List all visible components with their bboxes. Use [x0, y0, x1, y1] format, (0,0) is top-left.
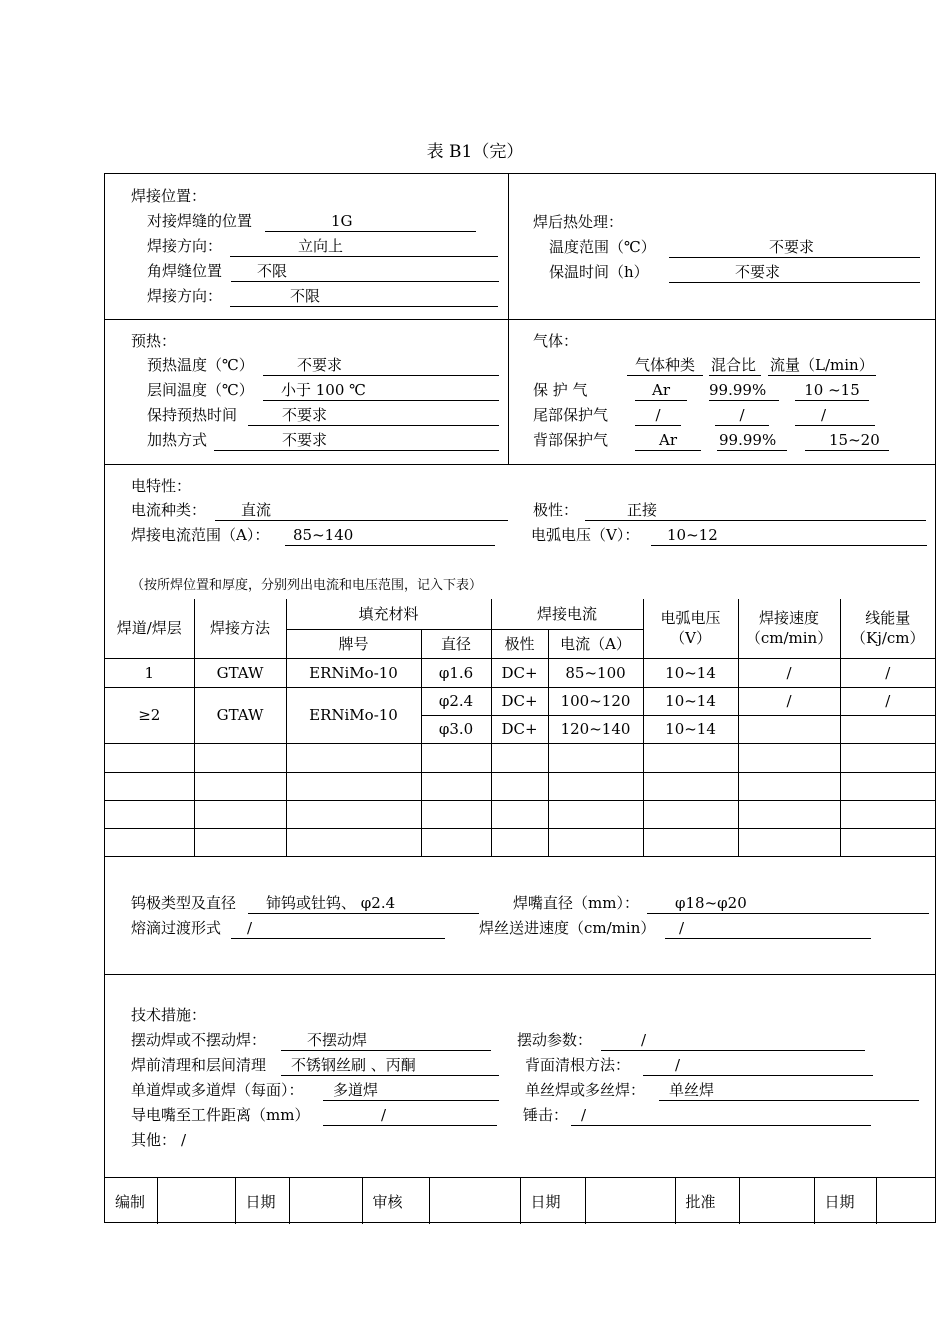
weave-field: 不摆动焊 [281, 1030, 491, 1051]
cell-diameter: φ3.0 [421, 715, 491, 743]
cell-grade: ERNiMo-10 [286, 658, 421, 687]
divider [105, 319, 935, 320]
cell-speed: / [738, 687, 840, 715]
cell-method: GTAW [194, 687, 286, 743]
cleaning-label: 焊前清理和层间清理 [131, 1056, 267, 1074]
header-amperage: 电流（A） [548, 629, 643, 658]
cleaning-field: 不锈钢丝刷 、丙酮 [281, 1055, 499, 1076]
cell-pass: 1 [105, 658, 194, 687]
tungsten-label: 钨极类型及直径 [131, 894, 237, 912]
backgouge-field: / [643, 1055, 873, 1076]
pwht-temp-field: 不要求 [669, 237, 920, 258]
cell-polarity: DC+ [491, 715, 548, 743]
weld-parameter-table [105, 599, 935, 857]
weave-label: 摆动焊或不摆动焊： [131, 1031, 267, 1049]
table-note: （按所焊位置和厚度，分别列出电流和电压范围，记入下表） [131, 578, 483, 593]
header-pass: 焊道/焊层 [105, 599, 194, 658]
cell-heat-input [840, 715, 935, 743]
direction-field: 不限 [230, 286, 498, 307]
table-header-row [105, 599, 935, 629]
cell-heat-input: / [840, 687, 935, 715]
fillet-position-label: 角焊缝位置 [147, 262, 223, 280]
preheat-heading: 预热： [131, 332, 177, 350]
cell-diameter: φ1.6 [421, 658, 491, 687]
gas-mix-header: 混合比 [709, 355, 761, 376]
fillet-position-field: 不限 [231, 261, 499, 282]
back-gas-flow: 15~20 [805, 430, 889, 451]
divider [105, 464, 935, 465]
arc-voltage-label: 电弧电压（V）： [531, 526, 640, 544]
current-range-field: 85~140 [285, 525, 495, 546]
header-current: 焊接电流 [491, 599, 643, 629]
technique-heading: 技术措施： [131, 1006, 207, 1024]
table-row [105, 658, 935, 687]
cell-amperage: 100~120 [548, 687, 643, 715]
date-field [585, 1178, 675, 1225]
signature-table [105, 1177, 935, 1224]
divider [508, 174, 509, 464]
backgouge-label: 背面清根方法： [525, 1056, 631, 1074]
back-gas-type: Ar [635, 430, 701, 451]
cell-speed: / [738, 658, 840, 687]
preheat-hold-label: 保持预热时间 [147, 406, 238, 424]
heating-method-label: 加热方式 [147, 431, 208, 449]
table-row [105, 772, 935, 800]
trail-gas-mix: / [715, 405, 769, 426]
cell-polarity: DC+ [491, 658, 548, 687]
date-field [876, 1178, 935, 1225]
table-row [105, 800, 935, 828]
arc-voltage-field: 10~12 [651, 525, 927, 546]
nozzle-label: 焊嘴直径（mm）： [513, 894, 639, 912]
multiwire-field: 单丝焊 [659, 1080, 919, 1101]
cell-voltage: 10~14 [643, 658, 738, 687]
preheat-temp-label: 预热温度（℃） [147, 356, 254, 374]
direction-label: 焊接方向： [147, 237, 223, 255]
back-gas-label: 背部保护气 [533, 431, 609, 449]
pwht-hold-field: 不要求 [669, 262, 920, 283]
cell-grade: ERNiMo-10 [286, 687, 421, 743]
pwht-temp-label: 温度范围（℃） [549, 238, 656, 256]
cell-voltage: 10~14 [643, 687, 738, 715]
butt-position-field: 1G [265, 211, 476, 232]
header-heat-input: 线能量 （Kj/cm） [840, 599, 935, 658]
cell-voltage: 10~14 [643, 715, 738, 743]
back-gas-mix: 99.99% [717, 430, 787, 451]
signature-row [105, 1178, 935, 1225]
transfer-label: 熔滴过渡形式 [131, 919, 222, 937]
electric-heading: 电特性： [131, 477, 192, 495]
date-label: 日期 [814, 1178, 876, 1225]
direction-label: 焊接方向： [147, 287, 223, 305]
wire-feed-label: 焊丝送进速度（cm/min） [479, 919, 656, 937]
cell-pass: ≥2 [105, 687, 194, 743]
header-method: 焊接方法 [194, 599, 286, 658]
date-label: 日期 [235, 1178, 289, 1225]
position-heading: 焊接位置： [131, 187, 207, 205]
interpass-temp-label: 层间温度（℃） [147, 381, 254, 399]
preheat-hold-field: 不要求 [248, 405, 499, 426]
ctwd-field: / [323, 1105, 497, 1126]
other-value: / [181, 1131, 187, 1149]
ctwd-label: 导电嘴至工件距离（mm） [131, 1106, 310, 1124]
trail-gas-label: 尾部保护气 [533, 406, 609, 424]
current-type-field: 直流 [215, 500, 508, 521]
wire-feed-field: / [665, 918, 871, 939]
reviewed-label: 审核 [362, 1178, 429, 1225]
transfer-field: / [231, 918, 445, 939]
cell-amperage: 120~140 [548, 715, 643, 743]
multipass-field: 多道焊 [323, 1080, 499, 1101]
pwht-hold-label: 保温时间（h） [549, 263, 649, 281]
interpass-temp-field: 小于 100 ℃ [263, 380, 499, 401]
shield-gas-type: Ar [635, 380, 687, 401]
cell-amperage: 85~100 [548, 658, 643, 687]
table-row [105, 743, 935, 772]
gas-type-header: 气体种类 [627, 355, 703, 376]
polarity-field: 正接 [585, 500, 926, 521]
heating-method-field: 不要求 [214, 430, 499, 451]
prepared-label: 编制 [115, 1192, 146, 1211]
header-voltage: 电弧电压 （V） [643, 599, 738, 658]
cell-heat-input: / [840, 658, 935, 687]
header-speed: 焊接速度 （cm/min） [738, 599, 840, 658]
table-row [105, 828, 935, 856]
prepared-field [157, 1178, 235, 1225]
divider [105, 974, 935, 975]
weave-param-label: 摆动参数： [517, 1031, 593, 1049]
approved-label: 批准 [675, 1178, 739, 1225]
peening-label: 锤击： [523, 1106, 569, 1124]
header-polarity: 极性 [491, 629, 548, 658]
trail-gas-type: / [635, 405, 681, 426]
tungsten-field: 铈钨或钍钨、 φ2.4 [248, 893, 479, 914]
header-grade: 牌号 [286, 629, 421, 658]
current-type-label: 电流种类： [131, 501, 207, 519]
shield-gas-mix: 99.99% [709, 380, 779, 401]
polarity-label: 极性： [533, 501, 579, 519]
page-title: 表 B1（完） [426, 142, 524, 162]
procedure-form [104, 173, 936, 1223]
cell-method: GTAW [194, 658, 286, 687]
weave-param-field: / [601, 1030, 865, 1051]
cell-polarity: DC+ [491, 687, 548, 715]
nozzle-field: φ18~φ20 [647, 893, 929, 914]
gas-flow-header: 流量（L/min） [768, 355, 876, 376]
header-diameter: 直径 [421, 629, 491, 658]
preheat-temp-field: 不要求 [263, 355, 499, 376]
other-label: 其他： [131, 1131, 177, 1149]
date-label: 日期 [520, 1178, 585, 1225]
direction-field: 立向上 [230, 236, 498, 257]
date-field [289, 1178, 362, 1225]
shield-gas-label: 保 护 气 [533, 381, 588, 399]
peening-field: / [571, 1105, 871, 1126]
reviewed-field [429, 1178, 520, 1225]
current-range-label: 焊接电流范围（A）： [131, 526, 270, 544]
cell-speed [738, 715, 840, 743]
trail-gas-flow: / [795, 405, 875, 426]
approved-field [739, 1178, 814, 1225]
table-row [105, 687, 935, 715]
multiwire-label: 单丝焊或多丝焊： [525, 1081, 646, 1099]
multipass-label: 单道焊或多道焊（每面）： [131, 1081, 304, 1099]
shield-gas-flow: 10 ~15 [795, 380, 869, 401]
gas-heading: 气体： [533, 332, 579, 350]
header-filler: 填充材料 [286, 599, 491, 629]
butt-position-label: 对接焊缝的位置 [147, 212, 253, 230]
cell-diameter: φ2.4 [421, 687, 491, 715]
pwht-heading: 焊后热处理： [533, 213, 624, 231]
